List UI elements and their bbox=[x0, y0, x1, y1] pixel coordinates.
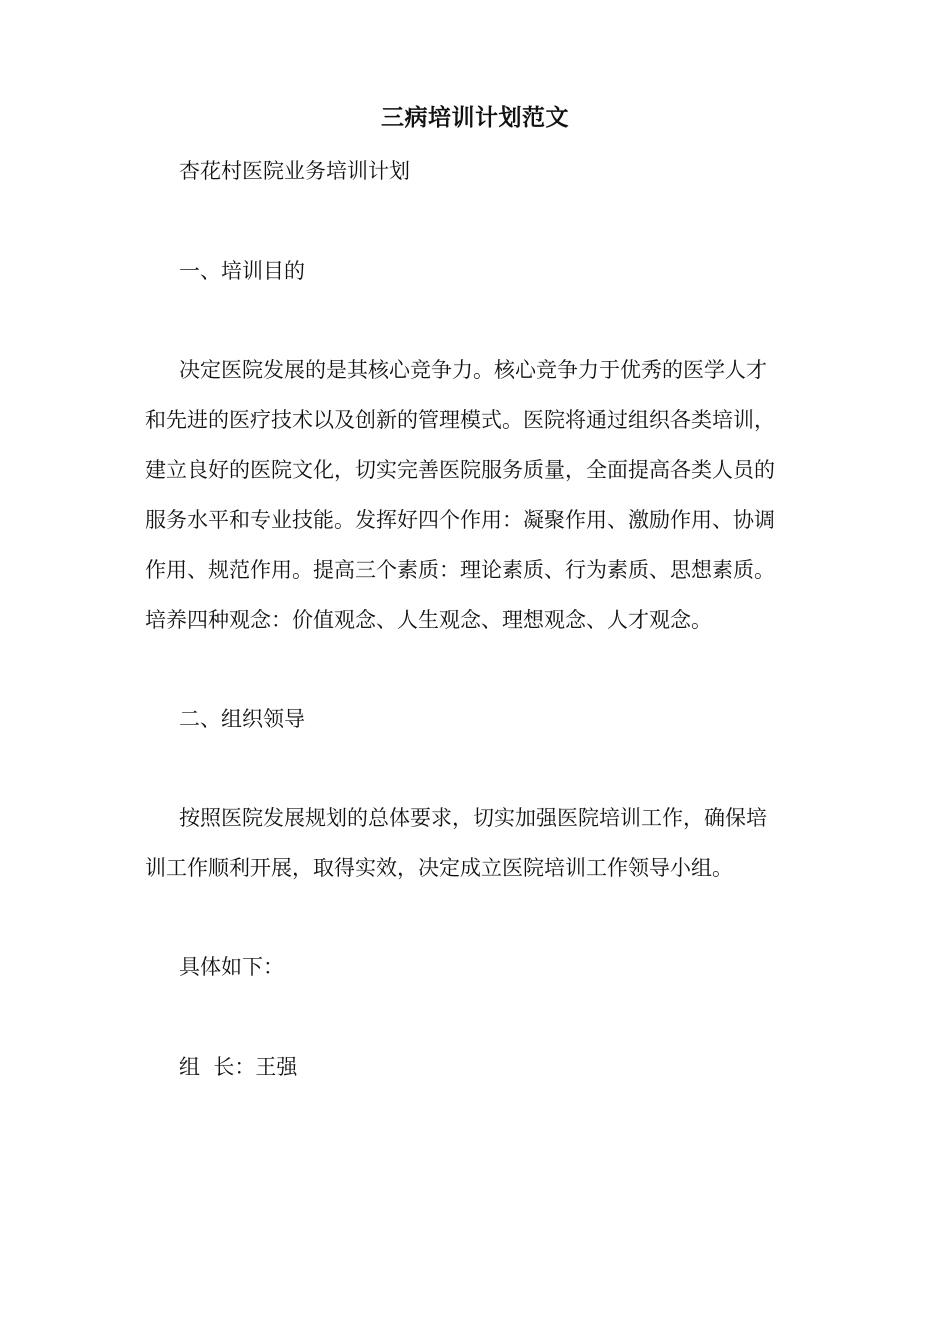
paragraph-line: 和先进的医疗技术以及创新的管理模式。医院将通过组织各类培训， bbox=[145, 408, 775, 432]
paragraph-line: 服务水平和专业技能。发挥好四个作用：凝聚作用、激励作用、协调 bbox=[145, 508, 775, 532]
paragraph-line: 决定医院发展的是其核心竞争力。核心竞争力于优秀的医学人才 bbox=[179, 358, 767, 382]
section-1-paragraph bbox=[145, 345, 825, 645]
details-label: 具体如下： bbox=[179, 955, 284, 979]
document-title: 三病培训计划范文 bbox=[381, 104, 569, 131]
leader-line: 组 长：王强 bbox=[179, 1055, 298, 1079]
paragraph-line: 训工作顺利开展，取得实效，决定成立医院培训工作领导小组。 bbox=[145, 856, 733, 880]
section-1-heading: 一、培训目的 bbox=[179, 259, 305, 283]
paragraph-line: 培养四种观念：价值观念、人生观念、理想观念、人才观念。 bbox=[145, 608, 712, 632]
document-subtitle: 杏花村医院业务培训计划 bbox=[179, 159, 410, 183]
paragraph-line: 按照医院发展规划的总体要求，切实加强医院培训工作，确保培 bbox=[179, 806, 767, 830]
section-2-heading: 二、组织领导 bbox=[179, 707, 305, 731]
paragraph-line: 作用、规范作用。提高三个素质：理论素质、行为素质、思想素质。 bbox=[145, 558, 775, 582]
paragraph-line: 建立良好的医院文化，切实完善医院服务质量，全面提高各类人员的 bbox=[145, 458, 775, 482]
section-2-paragraph bbox=[145, 793, 825, 893]
